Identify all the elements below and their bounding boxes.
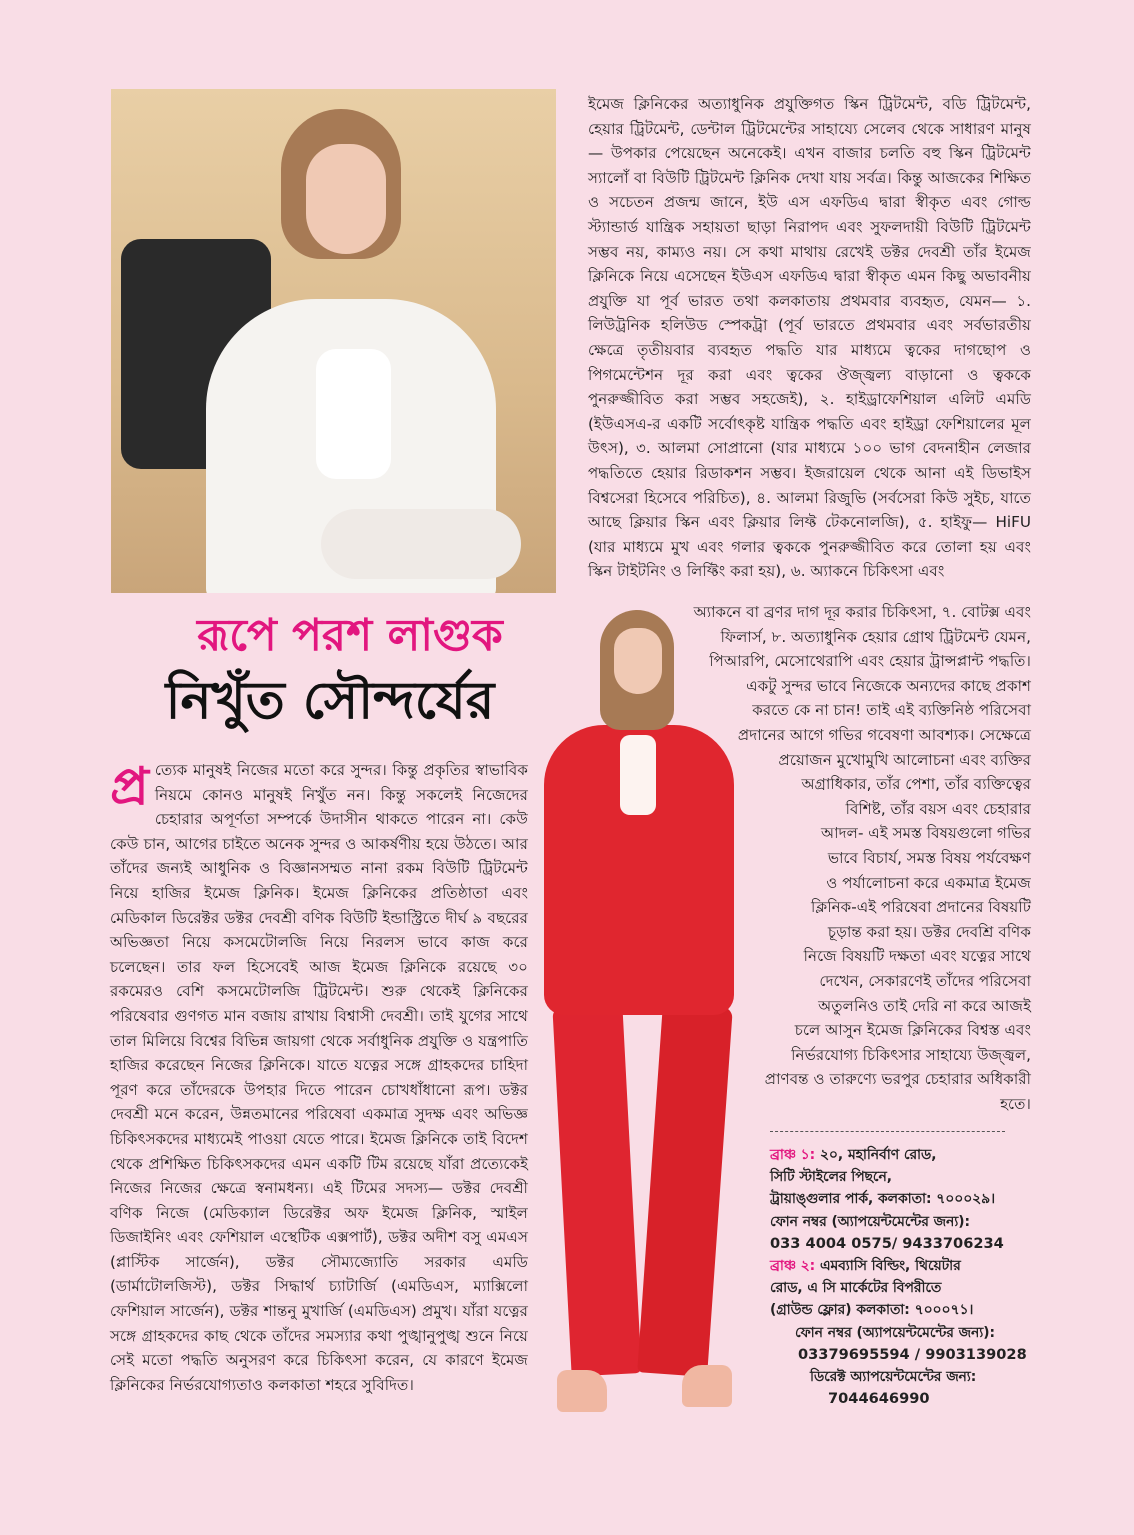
right-column-line: দেখেন, সেকারণেই তাঁদের পরিসেবা <box>819 972 1031 990</box>
divider <box>770 1131 1005 1132</box>
direct-appointment-label: ডিরেক্ট অ্যাপয়েন্টমেন্টের জন্য: <box>810 1369 977 1386</box>
branch-1-label: ব্রাঞ্চ ১: <box>770 1147 816 1163</box>
branch-2-phone: 03379695594 / 9903139028 <box>798 1345 1027 1363</box>
branch-2-line: এমব্যাসি বিল্ডিং, থিয়েটার <box>815 1258 961 1275</box>
face-shape <box>306 144 386 254</box>
branch-1-phone: 033 4004 0575/ 9433706234 <box>770 1234 1004 1252</box>
portrait-photo-seated <box>111 89 556 593</box>
direct-appointment-phone: 7044646990 <box>828 1390 930 1408</box>
branch-1-phone-label: ফোন নম্বর (অ্যাপয়েন্টমেন্টের জন্য): <box>770 1213 971 1230</box>
headline-line-1: রূপে পরশ লাগুক <box>197 610 503 661</box>
right-column-line: ও পর্যালোচনা করে একমাত্র ইমেজ <box>826 873 1031 892</box>
right-column-line: চূড়ান্ত করা হয়। ডক্টর দেবশ্রি বণিক <box>827 922 1031 941</box>
right-column-line: প্রাণবন্ত ও তারুণ্যে ভরপুর চেহারার অধিকারী <box>764 1070 1031 1089</box>
right-column-line: প্রয়োজন মুখোমুখি আলোচনা এবং ব্যক্তির <box>778 750 1031 769</box>
branch-1-line: সিটি স্টাইলের পিছনে, <box>770 1169 892 1186</box>
right-column-line: হতে। <box>1000 1095 1031 1113</box>
right-column-line: ভাবে বিচার্য, সমস্ত বিষয় পর্যবেক্ষণ <box>827 849 1031 867</box>
branch-addresses <box>770 1144 1027 1410</box>
branch-1-line: ২০, মহানির্বাণ রোড, <box>815 1147 937 1163</box>
drop-cap: প্র <box>110 756 149 817</box>
right-column-line: করতে কে না চান! তাই এই ব্যক্তিনিষ্ঠ পরিসেবা <box>752 701 1031 720</box>
branch-2-line: (গ্রাউন্ড ফ্লোর) কলকাতা: ৭০০০৭১। <box>770 1302 974 1319</box>
branch-1-line: ট্রায়াঙ্গুলার পার্ক, কলকাতা: ৭০০০২৯। <box>770 1191 996 1208</box>
right-column-line: প্রদানের আগে গভির গবেষণা আবশ্যক। সেক্ষেত্রে <box>737 726 1031 744</box>
right-column-line: বিশিষ্ট, তাঁর বয়স এবং চেহারার <box>845 799 1031 818</box>
shoe-shape <box>682 1365 732 1407</box>
headline-line-2: নিখুঁত সৌন্দর্যের <box>165 670 495 731</box>
right-column-line: চলে আসুন ইমেজ ক্লিনিকের বিশ্বস্ত এবং <box>794 1021 1031 1040</box>
shoe-shape <box>557 1370 607 1412</box>
right-column-line: একটু সুন্দর ভাবে নিজেকে অন্যদের কাছে প্রকাশ <box>746 676 1031 695</box>
right-column-line: অ্যাকনে বা ব্রণর দাগ দূর করার চিকিৎসা, ৭. বোটক্স এবং <box>693 603 1031 621</box>
arm-shape <box>321 509 521 579</box>
right-column-line: নিজে বিষয়টি দক্ষতা এবং যত্নের সাথে <box>803 947 1031 966</box>
branch-2-label: ব্রাঞ্চ ২: <box>770 1258 816 1275</box>
branch-2-phone-label: ফোন নম্বর (অ্যাপয়েন্টমেন্টের জন্য): <box>795 1324 996 1341</box>
branch-2-line: রোড, এ সি মার্কেটের বিপরীতে <box>770 1280 942 1297</box>
right-column-line: ক্লিনিক-এই পরিষেবা প্রদানের বিষয়টি <box>810 898 1031 917</box>
left-column-text <box>110 758 528 1397</box>
right-column-line: অতুলনিও তাই দেরি না করে আজই <box>818 996 1031 1015</box>
left-column-body: ত্যেক মানুষই নিজের মতো করে সুন্দর। কিন্তু প্রকৃতির স্বাভাবিক নিয়মে কোনও মানুষই নিখুঁত নন। কিন্তু সকলেই নিজেদের চেহারার অপূর্ণতা সম্পর্কে উদাসীন থাকতে পারেন না। কেউ কেউ চান, আগের চাইতে অনেক সুন্দর ও আকর্ষণীয় হয়ে উঠতে। আর তাঁদের জন্যই আধুনিক ও বিজ্ঞানসম্মত নানা রকম বিউটি ট্রিটমেন্ট নিয়ে হাজির ইমেজ ক্লিনিক। ইমেজ ক্লিনিকের প্রতিষ্ঠাতা এবং মেডিকাল ডিরেক্টর ডক্টর দেবশ্রী বণিক বিউটি ইন্ডাস্ট্রিতে দীর্ঘ ৯ বছরের অভিজ্ঞতা নিয়ে কসমেটোলজি নিয়ে নিরলস ভাবে কাজ করে চলেছেন। তার ফল হিসেবেই আজ ইমেজ ক্লিনিকে রয়েছে ৩০ রকমেরও বেশি কসমেটোলজি ট্রিটমেন্ট। শুরু থেকেই ক্লিনিকের পরিষেবার গুণগত মান বজায় রাখায় বিশ্বাসী দেবশ্রী। তাই যুগের সাথে তাল মিলিয়ে বিশ্বের বিভিন্ন জায়গা থেকে সর্বাধুনিক প্রযুক্তি ও যন্ত্রপাতি হাজির করেছেন নিজের ক্লিনিকে। যাতে যত্নের সঙ্গে গ্রাহকদের চাহিদা পূরণ করে তাঁদেরকে উপহার দিতে পারেন চোখধাঁধানো রূপ। ডক্টর দেবশ্রী মনে করেন, উন্নতমানের পরিষেবা একমাত্র সুদক্ষ এবং অভিজ্ঞ চিকিৎসকদের মাধ্যমেই পাওয়া যেতে পারে। ইমেজ ক্লিনিকে তাই বিদেশ থেকে প্রশিক্ষিত চিকিৎসকদের এমন একটি টিম রয়েছে যাঁরা প্রত্যেকেই নিজের নিজের ক্ষেত্রে স্বনামধন্য। এই টিমের সদস্য— ডক্টর দেবশ্রী বণিক নিজে (মেডিক্যাল ডিরেক্টর অফ ইমেজ ক্লিনিক, স্মাইল ডিজাইনিং এবং ফেশিয়াল এস্থেটিক এক্সপার্ট), ডক্টর অদীশ বসু এমএস (প্লাস্টিক সার্জেন), ডক্টর সৌম্যজ্যোতি সরকার এমডি (ডার্মাটোলজিস্ট), ডক্টর সিদ্ধার্থ চ্যাটার্জি (এমডিএস, ম্যাক্সিলো ফেশিয়াল সার্জেন), ডক্টর শান্তনু মুখার্জি (এমডিএস) প্রমুখ। যাঁরা যত্নের সঙ্গে গ্রাহকদের কাছ থেকে তাঁদের সমস্যার কথা পুঙ্খানুপুঙ্খ শুনে নিয়ে সেই মতো পদ্ধতি অনুসরণ করে চিকিৎসা করেন, যে কারণে ইমেজ ক্লিনিকের নির্ভরযোগ্যতাও কলকাতা শহরে সুবিদিত। <box>110 761 528 1394</box>
right-column-text: ইমেজ ক্লিনিকের অত্যাধুনিক প্রযুক্তিগত স্কিন ট্রিটমেন্ট, বডি ট্রিটমেন্ট, হেয়ার ট্রিটমেন্ট, ডেন্টাল ট্রিটমেন্টের সাহায্যে সেলেব থেকে সাধারণ মানুষ— উপকার পেয়েছেন অনেকেই। এখন বাজার চলতি বহু স্কিন ট্রিটমেন্ট স্যালোঁ বা বিউটি ট্রিটমেন্ট ক্লিনিক দেখা যায় সর্বত্র। কিন্তু আজকের শিক্ষিত ও সচেতন প্রজন্ম জানে, ইউ এস এফডিএ দ্বারা স্বীকৃত এবং গোল্ড স্ট্যান্ডার্ড যান্ত্রিক সহায়তা ছাড়া নিরাপদ এবং সুফলদায়ী বিউটি ট্রিটমেন্ট সম্ভব নয়, কাম্যও নয়। সে কথা মাথায় রেখেই ডক্টর দেবশ্রী তাঁর ইমেজ ক্লিনিকে নিয়ে এসেছেন ইউএস এফডিএ দ্বারা স্বীকৃত এমন কিছু অভাবনীয় প্রযুক্তি যা পূর্ব ভারত তথা কলকাতায় প্রথমবার ব্যবহৃত, যেমন— ১. লিউট্রনিক হলিউড স্পেকট্রা (পূর্ব ভারতে প্রথমবার এবং সর্বভারতীয় ক্ষেত্রে তৃতীয়বার ব্যবহৃত পদ্ধতি যার মাধ্যমে ত্বকের দাগছোপ ও পিগমেন্টেশন দূর করা এবং ত্বকের ঔজ্জ্বল্য বাড়ানো ও ত্বককে পুনরুজ্জীবিত করা সম্ভব সহজেই), ২. হাইড্রাফেশিয়াল এলিট এমডি (ইউএসএ-র একটি সর্বোৎকৃষ্ট যান্ত্রিক পদ্ধতি এবং হাইড্রা ফেশিয়ালের মূল উৎস), ৩. আলমা সোপ্রানো (যার মাধ্যমে ১০০ ভাগ বেদনাহীন লেজার পদ্ধতিতে হেয়ার রিডাকশন সম্ভব। ইজরায়েল থেকে আনা এই ডিভাইস বিশ্বসেরা হিসেবে পরিচিত), ৪. আলমা রিজুভি (সর্বসেরা কিউ সুইচ, যাতে আছে ক্লিয়ার স্কিন এবং ক্লিয়ার লিফ্ট টেকনোলজি), ৫. হাইফু— HiFU (যার মাধ্যমে মুখ এবং গলার ত্বককে পুনরুজ্জীবিত করে তোলা হয় এবং স্কিন টাইটনিং ও লিফ্টিং করা হয়), ৬. অ্যাকনে চিকিৎসা এবং <box>588 95 1031 581</box>
right-column-line: আদল- এই সমস্ত বিষয়গুলো গভির <box>820 824 1031 843</box>
white-top-shape <box>316 349 391 479</box>
right-column-line: নির্ভরযোগ্য চিকিৎসার সাহায্যে উজ্জ্বল, <box>791 1045 1031 1064</box>
right-column-line: পিআরপি, মেসোথেরাপি এবং হেয়ার ট্রান্সপ্লান্ট পদ্ধতি। <box>709 652 1031 671</box>
right-column-line: ফিলার্স, ৮. অত্যাধুনিক হেয়ার গ্রোথ ট্রিটমেন্ট যেমন, <box>720 627 1031 646</box>
right-column-line: অগ্রাধিকার, তাঁর পেশা, তাঁর ব্যক্তিত্বের <box>801 775 1031 794</box>
